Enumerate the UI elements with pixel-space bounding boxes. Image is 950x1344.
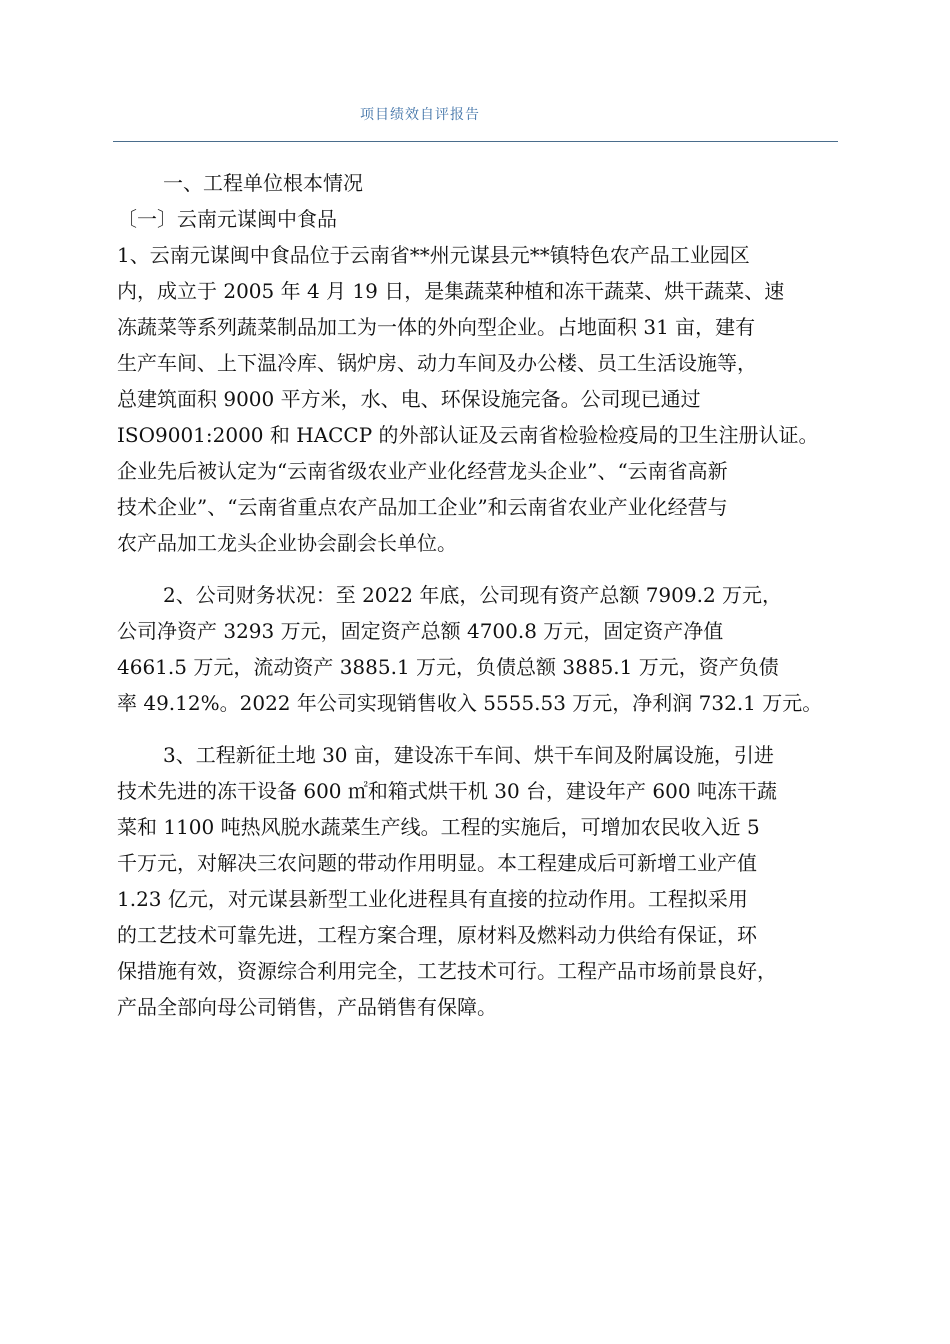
paragraph-line: 企业先后被认定为“云南省级农业产业化经营龙头企业”、“云南省高新 [117, 459, 728, 483]
paragraph-line: 冻蔬菜等系列蔬菜制品加工为一体的外向型企业。占地面积 31 亩，建有 [117, 315, 756, 339]
paragraph-spacer [117, 721, 847, 737]
paragraph-line: 总建筑面积 9000 平方米，水、电、环保设施完备。公司现已通过 [117, 387, 701, 411]
paragraph-company-profile [117, 237, 847, 561]
header-divider [113, 141, 838, 142]
paragraph-line: 率 49.12%。2022 年公司实现销售收入 5555.53 万元，净利润 732.1 万元。 [117, 691, 823, 715]
section-heading: 一、工程单位根本情况 [163, 171, 363, 195]
paragraph-line: 生产车间、上下温冷库、锅炉房、动力车间及办公楼、员工生活设施等， [117, 351, 757, 375]
paragraph-line: 4661.5 万元，流动资产 3885.1 万元，负债总额 3885.1 万元，资产负债 [117, 655, 779, 679]
paragraph-line: 技术先进的冻干设备 600 ㎡和箱式烘干机 30 台，建设年产 600 吨冻干蔬 [117, 779, 777, 803]
paragraph-line: ISO9001:2000 和 HACCP 的外部认证及云南省检验检疫局的卫生注册认证。 [117, 423, 819, 447]
paragraph-financial-status [117, 577, 847, 721]
paragraph-line: 1、云南元谋闽中食品位于云南省**州元谋县元**镇特色农产品工业园区 [117, 243, 750, 267]
paragraph-line: 技术企业”、“云南省重点农产品加工企业”和云南省农业产业化经营与 [117, 495, 728, 519]
paragraph-project-overview [117, 737, 847, 1025]
paragraph-line: 保措施有效，资源综合利用完全，工艺技术可行。工程产品市场前景良好， [117, 959, 777, 983]
paragraph-line: 菜和 1100 吨热风脱水蔬菜生产线。工程的实施后，可增加农民收入近 5 [117, 815, 760, 839]
paragraph-line: 内，成立于 2005 年 4 月 19 日，是集蔬菜种植和冻干蔬菜、烘干蔬菜、速 [117, 279, 785, 303]
document-body [117, 165, 847, 1025]
paragraph-line: 1.23 亿元，对元谋县新型工业化进程具有直接的拉动作用。工程拟采用 [117, 887, 748, 911]
page-header-title: 项目绩效自评报告 [360, 107, 480, 123]
paragraph-line: 农产品加工龙头企业协会副会长单位。 [117, 531, 457, 555]
paragraph-line: 2、公司财务状况：至 2022 年底，公司现有资产总额 7909.2 万元， [163, 583, 783, 607]
paragraph-line: 千万元，对解决三农问题的带动作用明显。本工程建成后可新增工业产值 [117, 851, 757, 875]
paragraph-spacer [117, 561, 847, 577]
section-subheading: 〔一〕云南元谋闽中食品 [117, 207, 337, 231]
paragraph-line: 产品全部向母公司销售，产品销售有保障。 [117, 995, 497, 1019]
paragraph-line: 公司净资产 3293 万元，固定资产总额 4700.8 万元，固定资产净值 [117, 619, 724, 643]
paragraph-line: 3、工程新征土地 30 亩，建设冻干车间、烘干车间及附属设施，引进 [163, 743, 774, 767]
paragraph-line: 的工艺技术可靠先进，工程方案合理，原材料及燃料动力供给有保证，环 [117, 923, 757, 947]
